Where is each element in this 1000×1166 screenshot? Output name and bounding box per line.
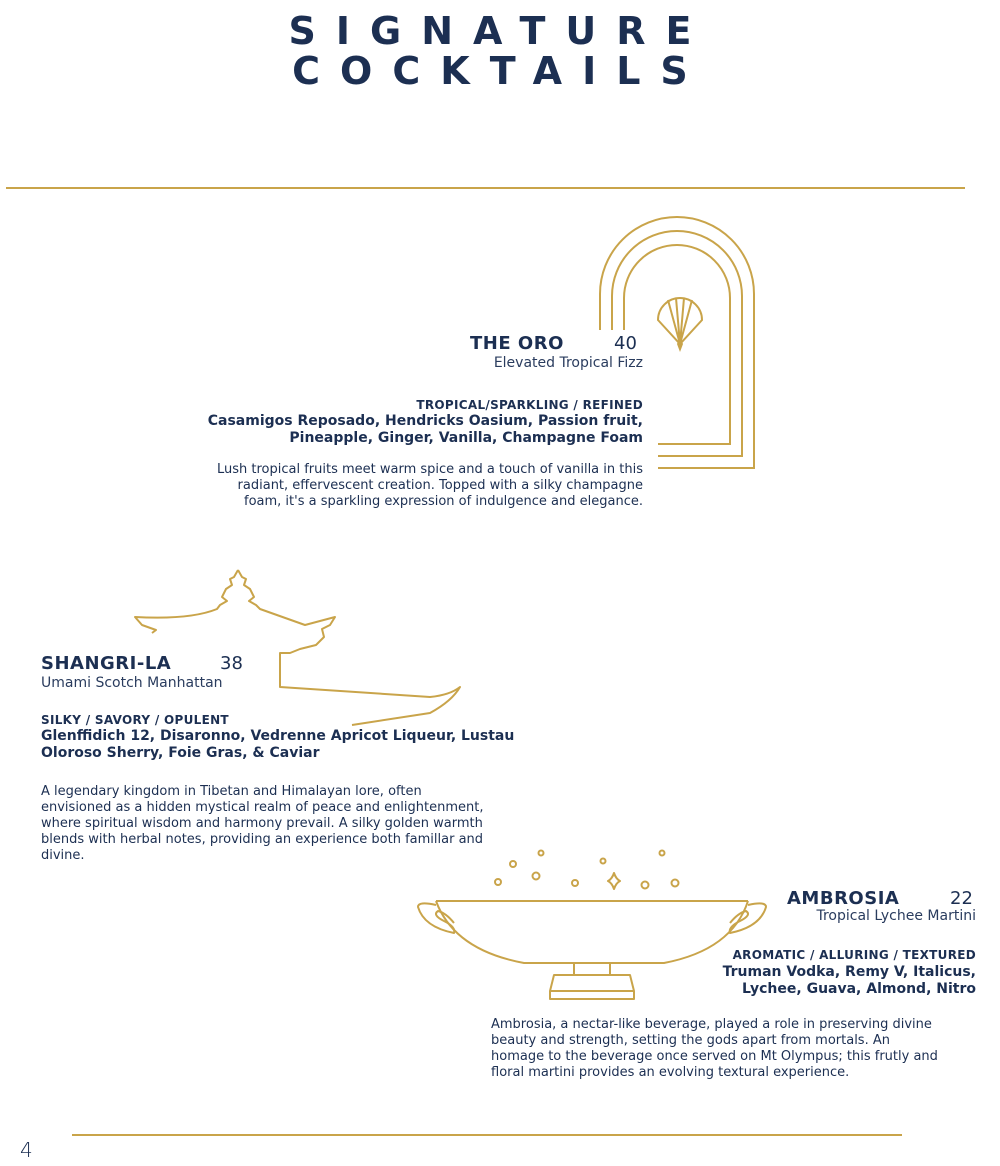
ingredients-line: Casamigos Reposado, Hendricks Oasium, Passion fruit,	[207, 413, 643, 429]
description-line: divine.	[41, 848, 85, 863]
cocktail-ingredients-the-oro	[120, 413, 643, 447]
ingredients-line: Truman Vodka, Remy V, Italicus,	[722, 964, 976, 980]
ingredients-line: Pineapple, Ginger, Vanilla, Champagne Foam	[289, 430, 643, 446]
description-line: floral martini provides an evolving textural experience.	[491, 1065, 850, 1080]
description-line: foam, it's a sparkling expression of indulgence and elegance.	[244, 494, 643, 509]
cocktail-description-the-oro	[100, 462, 643, 510]
description-line: blends with herbal notes, providing an experience both famillar and	[41, 832, 484, 847]
ingredients-line: Lychee, Guava, Almond, Nitro	[742, 981, 976, 997]
page-title-line-1: SIGNATURE	[288, 9, 712, 53]
cocktail-name-shangri-la: SHANGRI-LA	[41, 653, 172, 674]
cocktail-subtitle-the-oro: Elevated Tropical Fizz	[493, 355, 643, 371]
pagoda-roof-icon	[130, 565, 470, 730]
description-line: envisioned as a hidden mystical realm of peace and enlightenment,	[41, 800, 484, 815]
description-line: Lush tropical fruits meet warm spice and a touch of vanilla in this	[216, 462, 643, 477]
cocktail-price-ambrosia: 22	[950, 888, 973, 909]
cocktail-name-ambrosia: AMBROSIA	[787, 888, 900, 909]
cocktail-name-the-oro: THE ORO	[470, 333, 564, 354]
bottom-divider	[72, 1134, 902, 1136]
description-line: where spiritual wisdom and harmony prevail. A silky golden warmth	[41, 816, 483, 831]
cocktail-price-the-oro: 40	[614, 333, 637, 354]
top-divider	[6, 187, 965, 189]
ingredients-line: Glenffidich 12, Disaronno, Vedrenne Apricot Liqueur, Lustau	[41, 728, 515, 744]
page-title-line-2: COCKTAILS	[292, 49, 708, 93]
description-line: Ambrosia, a nectar-like beverage, played a role in preserving divine	[491, 1017, 932, 1032]
cocktail-tags-ambrosia: AROMATIC / ALLURING / TEXTURED	[732, 948, 976, 962]
cocktail-subtitle-shangri-la: Umami Scotch Manhattan	[41, 675, 223, 691]
cocktail-ingredients-ambrosia	[640, 964, 976, 998]
description-line: A legendary kingdom in Tibetan and Himalayan lore, often	[41, 784, 422, 799]
cocktail-tags-the-oro: TROPICAL/SPARKLING / REFINED	[416, 398, 643, 412]
cocktail-tags-shangri-la: SILKY / SAVORY / OPULENT	[41, 713, 229, 727]
cocktail-subtitle-ambrosia: Tropical Lychee Martini	[816, 908, 976, 924]
description-line: radiant, effervescent creation. Topped with a silky champagne	[237, 478, 643, 493]
description-line: homage to the beverage once served on Mt Olympus; this frutly and	[491, 1049, 938, 1064]
page-number: 4	[20, 1138, 33, 1162]
description-line: beauty and strength, setting the gods apart from mortals. An	[491, 1033, 890, 1048]
cocktail-ingredients-shangri-la	[41, 728, 561, 762]
cocktail-description-ambrosia	[491, 1017, 991, 1081]
cocktail-price-shangri-la: 38	[220, 653, 243, 674]
ingredients-line: Oloroso Sherry, Foie Gras, & Caviar	[41, 745, 320, 761]
